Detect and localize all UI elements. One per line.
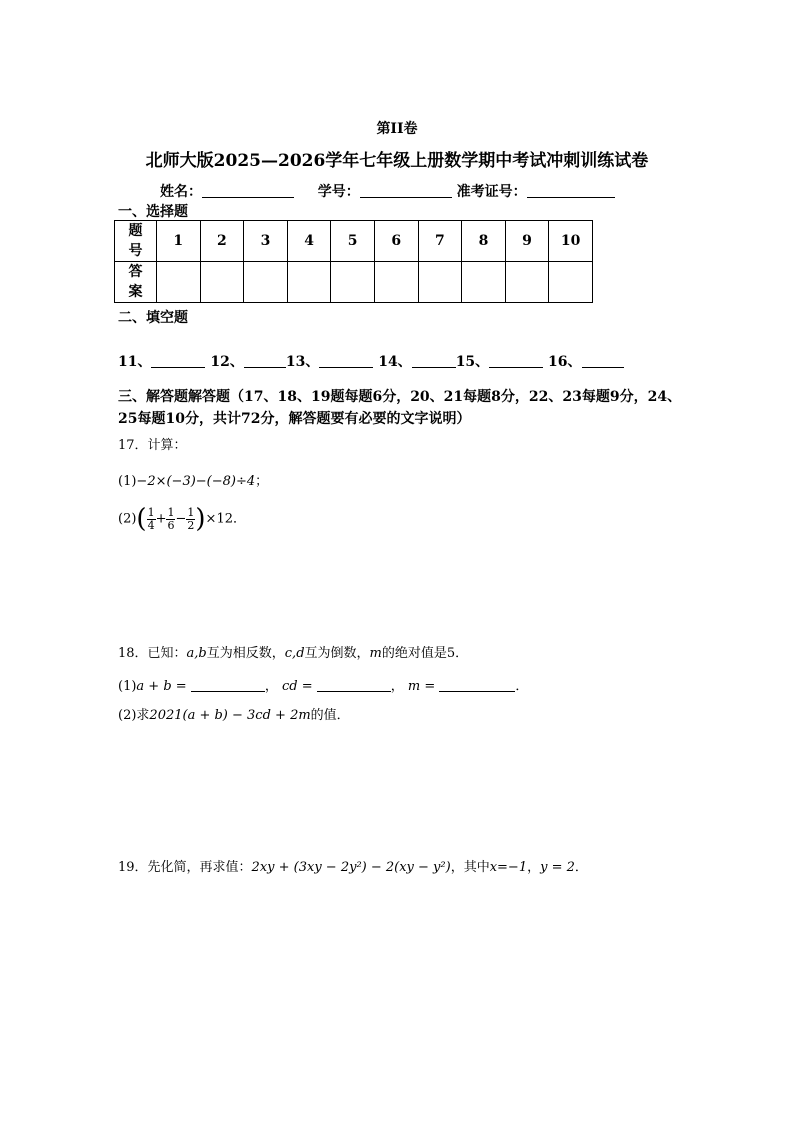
fill-item-12: 12、 xyxy=(210,354,244,370)
answer-blank[interactable] xyxy=(317,679,391,692)
number-cell: 6 xyxy=(374,221,418,262)
q18-part1: (1)a + b = ， cd = ， m = ． xyxy=(118,679,529,694)
section1-heading: 一、选择题 xyxy=(118,204,188,220)
q17-p1-expression: −2×(−3)−(−8)÷4 xyxy=(136,474,256,489)
number-cell: 3 xyxy=(244,221,288,262)
fill-item-13: 13、 xyxy=(285,354,320,370)
answer-cell[interactable] xyxy=(505,262,549,303)
fraction: $\frac{1}{2}$ xyxy=(187,505,195,532)
name-blank[interactable] xyxy=(202,183,294,198)
answer-cell[interactable] xyxy=(374,262,418,303)
q17-part2: (2)( $\frac{1}{4}$ + $\frac{1}{6}$ − $\frac{1}{2}$ )×12． xyxy=(118,504,246,534)
number-cell: 7 xyxy=(418,221,462,262)
page-title: 北师大版2025—2026学年七年级上册数学期中考试冲刺训练试卷 xyxy=(145,151,649,171)
answer-table xyxy=(114,220,593,303)
fill-blank[interactable] xyxy=(151,353,205,368)
fill-item-15: 15、 xyxy=(455,354,490,370)
number-cell: 4 xyxy=(287,221,331,262)
answer-cell[interactable] xyxy=(157,262,201,303)
fill-item-14: 14、 xyxy=(378,354,412,370)
fill-blank[interactable] xyxy=(244,353,286,368)
q19-stem: 19．先化简，再求值：2xy + (3xy − 2y²) − 2(xy − y²)，其中x=−1，y = 2． xyxy=(118,860,588,875)
fill-blank[interactable] xyxy=(319,353,373,368)
answer-cell[interactable] xyxy=(200,262,244,303)
fraction: $\frac{1}{6}$ xyxy=(167,505,175,532)
student-info-line xyxy=(160,181,615,201)
number-cell: 10 xyxy=(549,221,593,262)
number-cell: 1 xyxy=(157,221,201,262)
number-cell: 8 xyxy=(462,221,506,262)
id-label: 学号： xyxy=(317,184,360,200)
q18-stem: 18．已知：a,b互为相反数，c,d互为倒数，m的绝对值是5． xyxy=(118,646,469,661)
answer-blank[interactable] xyxy=(191,679,265,692)
exam-label: 准考证号： xyxy=(456,184,527,200)
section3-heading: 三、解答题解答题（17、18、19题每题6分，20、21每题8分，22、23每题9分，24、25每题10分，共计72分，解答题要有必要的文字说明） xyxy=(118,389,682,427)
answer-cell[interactable] xyxy=(462,262,506,303)
fill-blank-line xyxy=(118,351,624,371)
q19-expression: 2xy + (3xy − 2y²) − 2(xy − y²) xyxy=(251,860,451,875)
number-cell: 2 xyxy=(200,221,244,262)
volume-label: 第II卷 xyxy=(376,121,418,137)
answer-table-number-row xyxy=(115,221,593,262)
fill-blank[interactable] xyxy=(412,353,456,368)
q17-part1: (1)−2×(−3)−(−8)÷4； xyxy=(118,474,269,489)
fill-item-11: 11、 xyxy=(118,354,152,370)
q18-part2: (2)求2021(a + b) − 3cd + 2m的值． xyxy=(118,708,350,723)
answer-cell[interactable] xyxy=(244,262,288,303)
exam-number-blank[interactable] xyxy=(527,183,615,198)
answer-cell[interactable] xyxy=(549,262,593,303)
number-cell: 9 xyxy=(505,221,549,262)
id-blank[interactable] xyxy=(360,183,452,198)
fill-blank[interactable] xyxy=(489,353,543,368)
answer-cell[interactable] xyxy=(418,262,462,303)
answer-cell[interactable] xyxy=(331,262,375,303)
q17-stem: 17．计算： xyxy=(118,438,187,453)
answer-blank[interactable] xyxy=(439,679,515,692)
fill-item-16: 16、 xyxy=(548,354,582,370)
answer-cell[interactable] xyxy=(287,262,331,303)
answer-header-cell: 答 案 xyxy=(115,262,157,303)
number-header-cell: 题 号 xyxy=(115,221,157,262)
name-label: 姓名： xyxy=(160,184,202,200)
fill-blank[interactable] xyxy=(582,353,624,368)
section2-heading: 二、填空题 xyxy=(118,310,188,326)
number-cell: 5 xyxy=(331,221,375,262)
q18-p2-expression: 2021(a + b) − 3cd + 2m xyxy=(149,708,311,723)
fraction: $\frac{1}{4}$ xyxy=(147,505,155,532)
answer-table-answer-row xyxy=(115,262,593,303)
